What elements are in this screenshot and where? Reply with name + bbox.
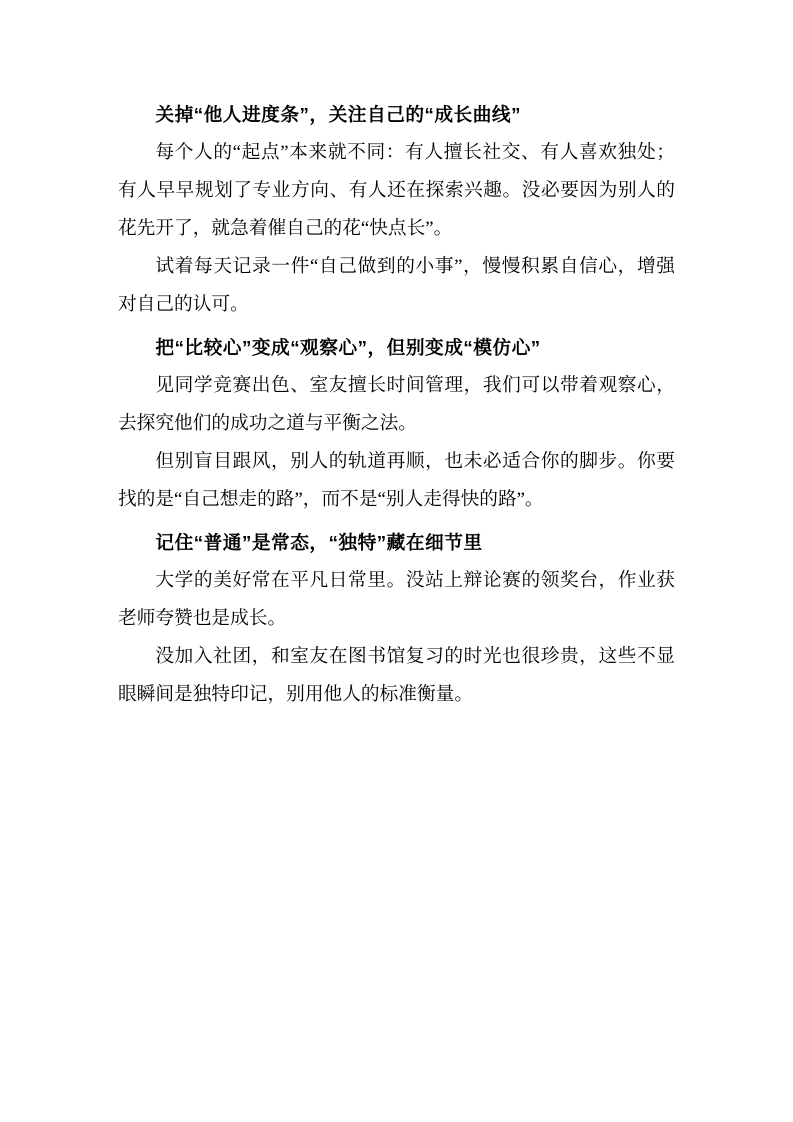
paragraph: 见同学竞赛出色、室友擅长时间管理，我们可以带着观察心，去探究他们的成功之道与平衡之法。 (118, 375, 675, 434)
document-content (118, 96, 675, 714)
section-ordinary-is-normal (118, 524, 675, 714)
paragraph: 试着每天记录一件“自己做到的小事”，慢慢积累自信心，增强对自己的认可。 (118, 256, 675, 315)
section-observe-not-imitate (118, 329, 675, 519)
section-heading: 记住“普通”是常态，“独特”藏在细节里 (155, 532, 483, 553)
paragraph: 大学的美好常在平凡日常里。没站上辩论赛的领奖台，作业获老师夸赞也是成长。 (118, 570, 675, 629)
paragraph: 但别盲目跟风，别人的轨道再顺，也未必适合你的脚步。你要找的是“自己想走的路”，而不是“别人走得快的路”。 (118, 451, 675, 510)
paragraph: 没加入社团，和室友在图书馆复习的时光也很珍贵，这些不显眼瞬间是独特印记，别用他人的标准衡量。 (118, 646, 675, 705)
section-heading: 关掉“他人进度条”，关注自己的“成长曲线” (155, 104, 521, 125)
section-growth-curve (118, 96, 675, 324)
section-heading: 把“比较心”变成“观察心”，但别变成“模仿心” (155, 337, 541, 358)
paragraph: 每个人的“起点”本来就不同：有人擅长社交、有人喜欢独处；有人早早规划了专业方向、有人还在探索兴趣。没必要因为别人的花先开了，就急着催自己的花“快点长”。 (118, 142, 675, 239)
